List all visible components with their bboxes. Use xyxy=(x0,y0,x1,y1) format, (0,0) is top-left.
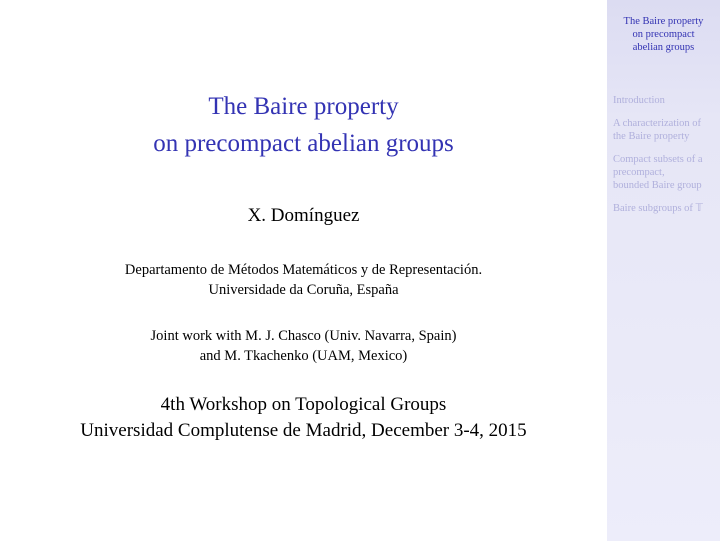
nav-item-line: Baire subgroups of 𝕋 xyxy=(613,203,703,214)
nav-item-line: bounded Baire group xyxy=(613,180,702,191)
joint-work-line-2: and M. Tkachenko (UAM, Mexico) xyxy=(199,348,408,364)
sidebar-title-line: The Baire property xyxy=(623,16,704,27)
event xyxy=(0,392,607,444)
nav-item-line: the Baire property xyxy=(613,131,690,142)
title-line-2: on precompact abelian groups xyxy=(153,130,454,157)
sidebar xyxy=(607,0,720,541)
slide-title xyxy=(0,88,607,162)
institute xyxy=(0,260,607,300)
institute-line-1: Departamento de Métodos Matemáticos y de Representación. xyxy=(124,262,483,278)
title-line-1: The Baire property xyxy=(208,93,399,120)
nav-item-introduction[interactable] xyxy=(613,94,720,107)
event-line-2: Universidad Complutense de Madrid, December 3-4, 2015 xyxy=(80,420,527,441)
nav-item-baire-subgroups[interactable] xyxy=(613,202,720,215)
joint-work-line-1: Joint work with M. J. Chasco (Univ. Navarra, Spain) xyxy=(150,328,457,344)
nav-item-compact-subsets[interactable] xyxy=(613,153,720,192)
sidebar-title-line: on precompact xyxy=(632,29,695,40)
nav-item-line: precompact, xyxy=(613,167,665,178)
joint-work xyxy=(0,326,607,366)
nav-item-line: Introduction xyxy=(613,95,665,106)
nav-item-line: A characterization of xyxy=(613,118,702,129)
sidebar-title[interactable] xyxy=(607,15,720,54)
event-line-1: 4th Workshop on Topological Groups xyxy=(160,394,447,415)
nav-item-line: Compact subsets of a xyxy=(613,154,703,165)
institute-line-2: Universidade da Coruña, España xyxy=(208,282,399,298)
sidebar-nav xyxy=(613,94,720,225)
author: X. Domínguez xyxy=(247,205,360,226)
sidebar-title-line: abelian groups xyxy=(632,42,695,53)
nav-item-characterization[interactable] xyxy=(613,117,720,143)
